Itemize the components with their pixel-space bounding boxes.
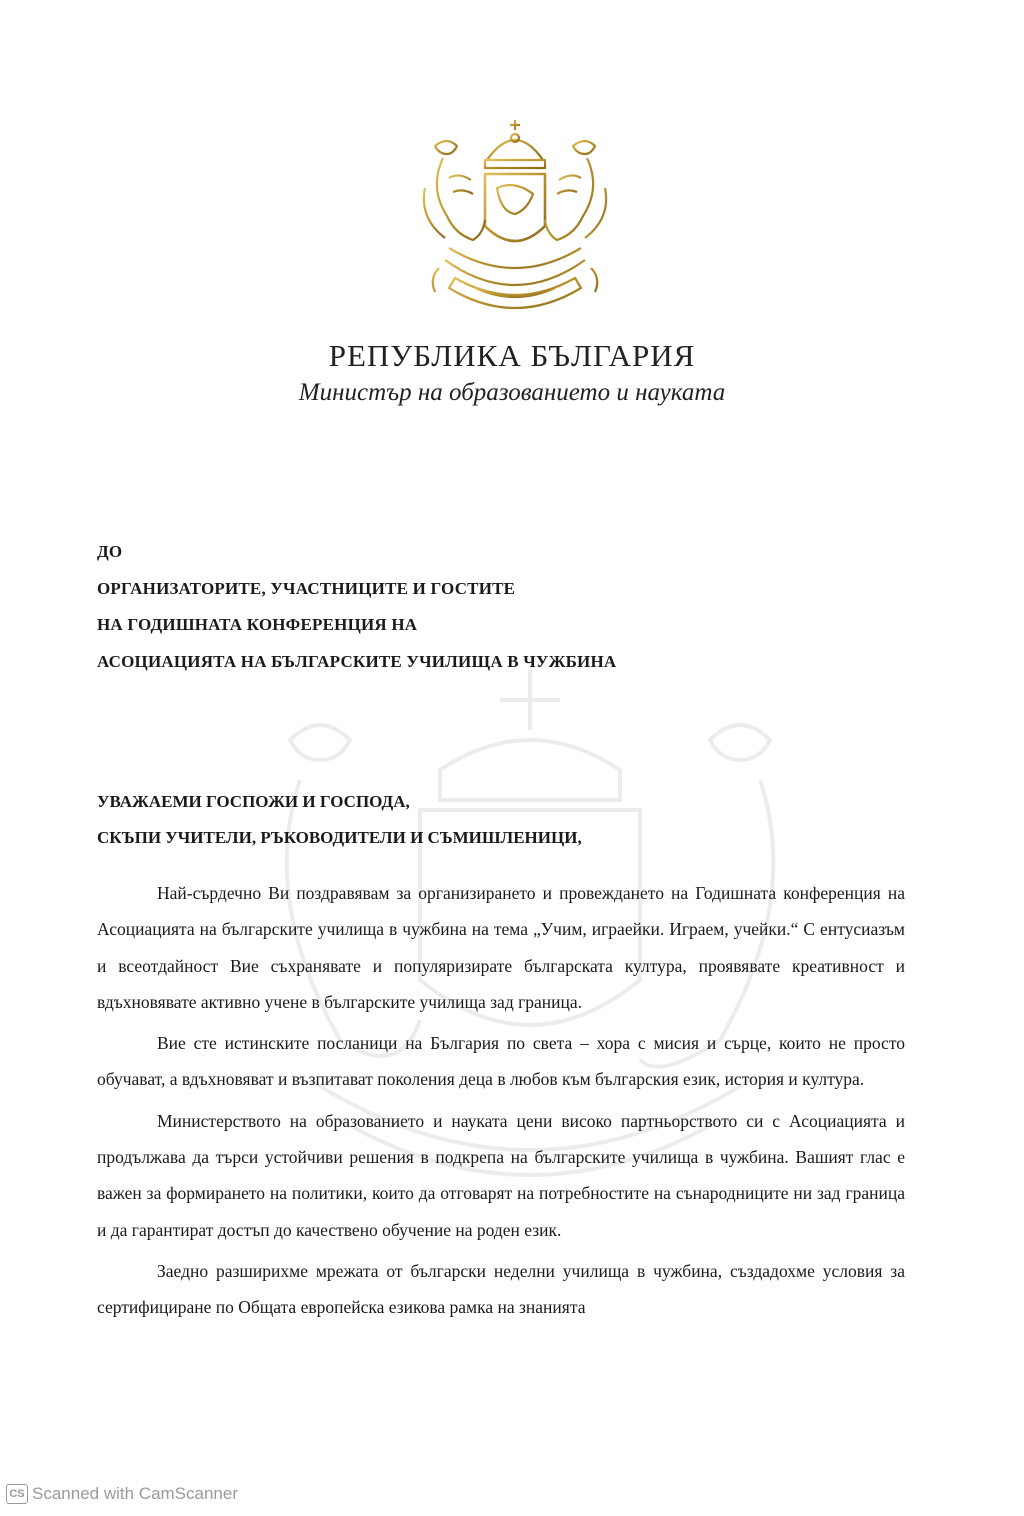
salutation-line: УВАЖАЕМИ ГОСПОЖИ И ГОСПОДА, bbox=[97, 792, 410, 811]
addressee-line: АСОЦИАЦИЯТА НА БЪЛГАРСКИТЕ УЧИЛИЩА В ЧУЖБИНА bbox=[97, 651, 617, 671]
addressee-block bbox=[97, 534, 616, 680]
ministry-subtitle: Министър на образованието и науката bbox=[298, 379, 726, 406]
camscanner-icon: CS bbox=[6, 1484, 28, 1504]
republic-title: РЕПУБЛИКА БЪЛГАРИЯ bbox=[328, 338, 696, 373]
salutation-line: СКЪПИ УЧИТЕЛИ, РЪКОВОДИТЕЛИ И СЪМИШЛЕНИЦИ, bbox=[97, 828, 582, 847]
scanner-footer-text: Scanned with CamScanner bbox=[32, 1484, 239, 1503]
scanner-footer bbox=[6, 1484, 238, 1504]
coat-of-arms-emblem bbox=[405, 118, 625, 318]
addressee-line: НА ГОДИШНАТА КОНФЕРЕНЦИЯ НА bbox=[97, 615, 418, 634]
body-paragraph: Заедно разширихме мрежата от български неделни училища в чужбина, създадохме условия за сертифициране по Общата европейска езикова рамка на знанията bbox=[97, 1260, 905, 1318]
body-paragraph: Вие сте истинските посланици на България по света – хора с мисия и сърце, които не просто обучават, а вдъхновяват и възпитават поколения деца в любов към българския език, история и култура. bbox=[97, 1033, 905, 1090]
salutation-block bbox=[97, 784, 582, 856]
body-paragraph: Министерството на образованието и науката цени високо партньорството си с Асоциацията и продължава да търси устойчиви решения в подкрепа на българските училища в чужбина. Вашият глас е важен за формирането на политики, които да отговарят на потребностите на сънародниците ни зад граница и да гарантират достъп до качествено обучение на роден език. bbox=[97, 1110, 905, 1240]
letter-body bbox=[97, 875, 905, 1331]
addressee-line: ДО bbox=[97, 542, 123, 561]
body-paragraph: Най-сърдечно Ви поздравявам за организирането и провеждането на Годишната конференция на Асоциацията на българските училища в чужбина на тема „Учим, играейки. Играем, учейки.“ С ентусиазъм и всеотдайност Вие съхранявате и популяризирате българската култура, проявявате креативност и вдъхновявате активно учене в българските училища зад граница. bbox=[97, 883, 905, 1012]
addressee-line: ОРГАНИЗАТОРИТЕ, УЧАСТНИЦИТЕ И ГОСТИТЕ bbox=[97, 578, 516, 598]
